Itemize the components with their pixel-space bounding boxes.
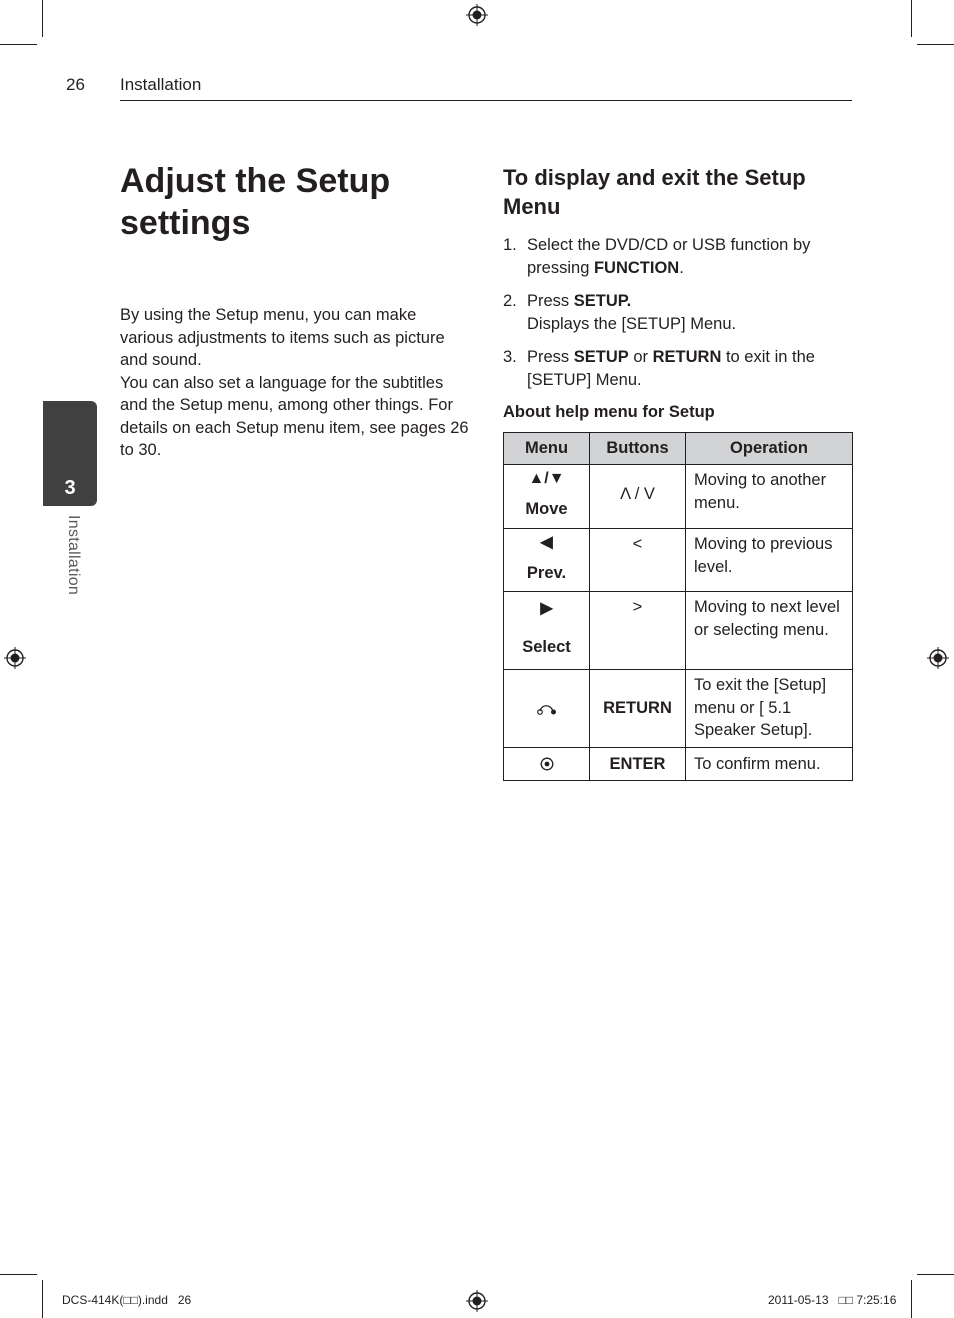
intro-paragraph: By using the Setup menu, you can make various adjustments to items such as picture and sound. <box>120 306 445 369</box>
steps-list <box>503 234 853 402</box>
operation-cell: Moving to previous level. <box>686 529 853 592</box>
button-label: > <box>632 598 643 616</box>
menu-cell <box>504 670 590 748</box>
chapter-number: 3 <box>64 477 76 499</box>
registration-mark-icon <box>466 4 488 26</box>
page-title: Adjust the Setup settings <box>120 162 391 242</box>
operation-cell: Moving to another menu. <box>686 465 853 529</box>
registration-mark-icon <box>4 647 26 669</box>
menu-label: Prev. <box>526 564 567 582</box>
operation-cell: To exit the [Setup] menu or [ 5.1 Speaker Setup]. <box>686 670 853 748</box>
header-section-title: Installation <box>120 75 202 94</box>
step-number: 3. <box>503 348 517 366</box>
button-label: < <box>632 535 643 553</box>
footer-timestamp: 2011-05-13 □□ 7:25:16 <box>768 1293 897 1307</box>
button-label: Λ / V <box>620 485 655 503</box>
step-number: 1. <box>503 236 517 254</box>
step-keyword: RETURN <box>652 348 722 366</box>
operation-cell: Moving to next level or selecting menu. <box>686 592 853 670</box>
button-cell: ENTER <box>590 748 686 781</box>
button-cell <box>590 592 686 670</box>
chapter-label: Installation <box>65 515 82 596</box>
crop-mark <box>42 0 43 37</box>
crop-mark <box>917 44 954 45</box>
crop-mark <box>917 1274 954 1275</box>
menu-label: Move <box>525 500 568 518</box>
registration-mark-icon <box>927 647 949 669</box>
step-keyword: SETUP. <box>573 292 632 310</box>
crop-mark <box>911 1280 912 1318</box>
table-header-row <box>504 433 853 465</box>
intro-paragraph: You can also set a language for the subtitles and the Setup menu, among other things. For details on each Setup menu item, see pages 26 to 30. <box>120 373 469 459</box>
menu-cell <box>504 748 590 781</box>
column-header: Buttons <box>590 433 686 465</box>
button-cell <box>590 529 686 592</box>
menu-cell <box>504 592 590 670</box>
step-text: . <box>679 258 684 277</box>
intro-text <box>120 304 472 462</box>
step-item <box>503 290 853 335</box>
section-title: To display and exit the Setup Menu <box>503 165 806 219</box>
menu-cell <box>504 529 590 592</box>
operation-cell: To confirm menu. <box>686 748 853 781</box>
crop-mark <box>42 1280 43 1318</box>
step-keyword: SETUP <box>573 348 629 366</box>
column-header: Operation <box>686 433 853 465</box>
menu-label: Select <box>522 638 571 656</box>
footer-file-info: DCS-414K(□□).indd 26 <box>62 1293 192 1307</box>
button-cell <box>590 465 686 529</box>
up-down-arrow-icon: ▲/▼ <box>528 470 565 487</box>
step-text: Displays the [SETUP] Menu. <box>527 314 737 333</box>
step-number: 2. <box>503 292 517 310</box>
return-icon <box>535 702 559 716</box>
left-arrow-icon: ◀ <box>540 534 553 551</box>
step-text: Press <box>527 348 574 366</box>
step-text: Press <box>527 292 574 310</box>
column-header: Menu <box>504 433 590 465</box>
page-number: 26 <box>66 75 85 94</box>
step-text: to exit in the [SETUP] Menu. <box>527 348 815 389</box>
step-text: or <box>628 348 653 366</box>
step-text: Select the DVD/CD or USB function by pressing <box>527 236 811 277</box>
chapter-tab <box>43 401 97 506</box>
table-row <box>504 748 853 781</box>
right-arrow-icon: ▶ <box>540 600 553 617</box>
step-item <box>503 346 853 391</box>
help-table <box>503 432 853 781</box>
help-table-title: About help menu for Setup <box>503 403 715 421</box>
registration-mark-icon <box>466 1290 488 1312</box>
crop-mark <box>911 0 912 37</box>
table-row <box>504 465 853 529</box>
table-row <box>504 529 853 592</box>
crop-mark <box>0 1274 37 1275</box>
table-row <box>504 670 853 748</box>
table-row <box>504 592 853 670</box>
step-item <box>503 234 853 279</box>
menu-cell <box>504 465 590 529</box>
button-cell: RETURN <box>590 670 686 748</box>
step-keyword: FUNCTION <box>593 258 680 277</box>
header-divider <box>120 100 852 101</box>
crop-mark <box>0 44 37 45</box>
enter-icon <box>540 757 554 771</box>
